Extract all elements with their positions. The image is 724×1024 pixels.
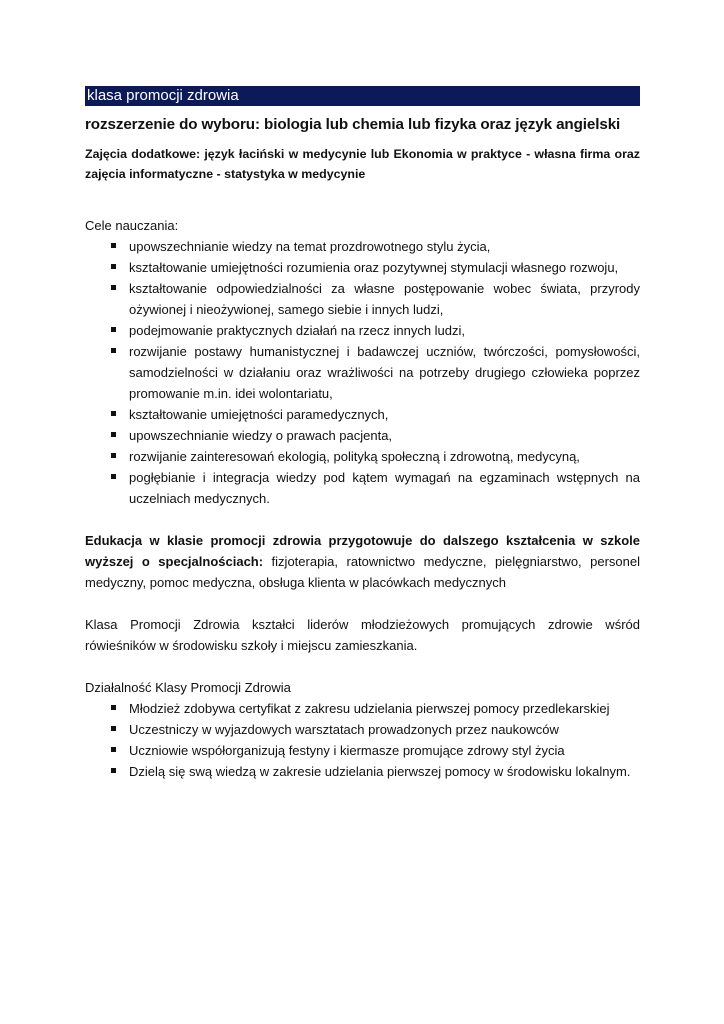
square-bullet-icon [111, 768, 116, 773]
list-item-text: Uczestniczy w wyjazdowych warsztatach prowadzonych przez naukowców [129, 722, 559, 737]
list-item-text: Młodzież zdobywa certyfikat z zakresu udzielania pierwszej pomocy przedlekarskiej [129, 701, 610, 716]
square-bullet-icon [111, 747, 116, 752]
list-item-text: kształtowanie umiejętności rozumienia oraz pozytywnej stymulacji własnego rozwoju, [129, 260, 619, 275]
list-item-text: upowszechnianie wiedzy na temat prozdrowotnego stylu życia, [129, 239, 491, 254]
extra-classes: Zajęcia dodatkowe: język łaciński w medycynie lub Ekonomia w praktyce - własna firma oraz zajęcia informatyczne - statystyka w medycynie [85, 147, 640, 181]
list-item-text: rozwijanie postawy humanistycznej i badawczej uczniów, twórczości, pomysłowości, samodzielności w działaniu oraz wrażliwości na potrzeby drugiego człowieka poprzez promowanie m.in. idei wolontariatu, [129, 344, 640, 401]
square-bullet-icon [111, 453, 116, 458]
square-bullet-icon [111, 411, 116, 416]
page-title: klasa promocji zdrowia [85, 86, 640, 106]
list-item [85, 761, 640, 782]
list-item [85, 425, 640, 446]
education-bold-text: Edukacja w klasie promocji zdrowia przygotowuje do dalszego kształcenia w szkole wyższej o specjalnościach: [85, 533, 640, 569]
leaders-paragraph: Klasa Promocji Zdrowia kształci liderów młodzieżowych promujących zdrowie wśród rówieśników w środowisku szkoły i miejscu zamieszkania. [85, 617, 640, 653]
list-item-text: kształtowanie umiejętności paramedycznych, [129, 407, 389, 422]
list-item [85, 341, 640, 404]
list-item [85, 740, 640, 761]
square-bullet-icon [111, 474, 116, 479]
activities-list [85, 698, 640, 782]
list-item [85, 698, 640, 719]
list-item [85, 236, 640, 257]
square-bullet-icon [111, 705, 116, 710]
document-page [85, 86, 640, 782]
activities-label: Działalność Klasy Promocji Zdrowia [85, 680, 291, 695]
education-paragraph [85, 530, 640, 593]
list-item-text: upowszechnianie wiedzy o prawach pacjenta, [129, 428, 393, 443]
list-item-text: pogłębianie i integracja wiedzy pod kątem wymagań na egzaminach wstępnych na uczelniach medycznych. [129, 470, 640, 506]
list-item [85, 719, 640, 740]
list-item [85, 320, 640, 341]
square-bullet-icon [111, 264, 116, 269]
list-item-text: rozwijanie zainteresowań ekologią, polityką społeczną i zdrowotną, medycyną, [129, 449, 580, 464]
square-bullet-icon [111, 327, 116, 332]
subject-extension: rozszerzenie do wyboru: biologia lub chemia lub fizyka oraz język angielski [85, 116, 621, 133]
list-item [85, 467, 640, 509]
goals-label: Cele nauczania: [85, 218, 179, 233]
list-item-text: Uczniowie współorganizują festyny i kiermasze promujące zdrowy styl życia [129, 743, 565, 758]
list-item [85, 446, 640, 467]
square-bullet-icon [111, 726, 116, 731]
square-bullet-icon [111, 348, 116, 353]
list-item-text: podejmowanie praktycznych działań na rzecz innych ludzi, [129, 323, 466, 338]
list-item-text: Dzielą się swą wiedzą w zakresie udzielania pierwszej pomocy w środowisku lokalnym. [129, 764, 631, 779]
list-item [85, 404, 640, 425]
square-bullet-icon [111, 243, 116, 248]
square-bullet-icon [111, 285, 116, 290]
goals-list [85, 236, 640, 509]
list-item [85, 278, 640, 320]
education-normal-text: fizjoterapia, ratownictwo medyczne, pielęgniarstwo, personel medyczny, pomoc medyczna, obsługa klienta w placówkach medycznych [85, 554, 640, 590]
square-bullet-icon [111, 432, 116, 437]
list-item [85, 257, 640, 278]
list-item-text: kształtowanie odpowiedzialności za własne postępowanie wobec świata, przyrody ożywionej i nieożywionej, samego siebie i innych ludzi, [129, 281, 640, 317]
